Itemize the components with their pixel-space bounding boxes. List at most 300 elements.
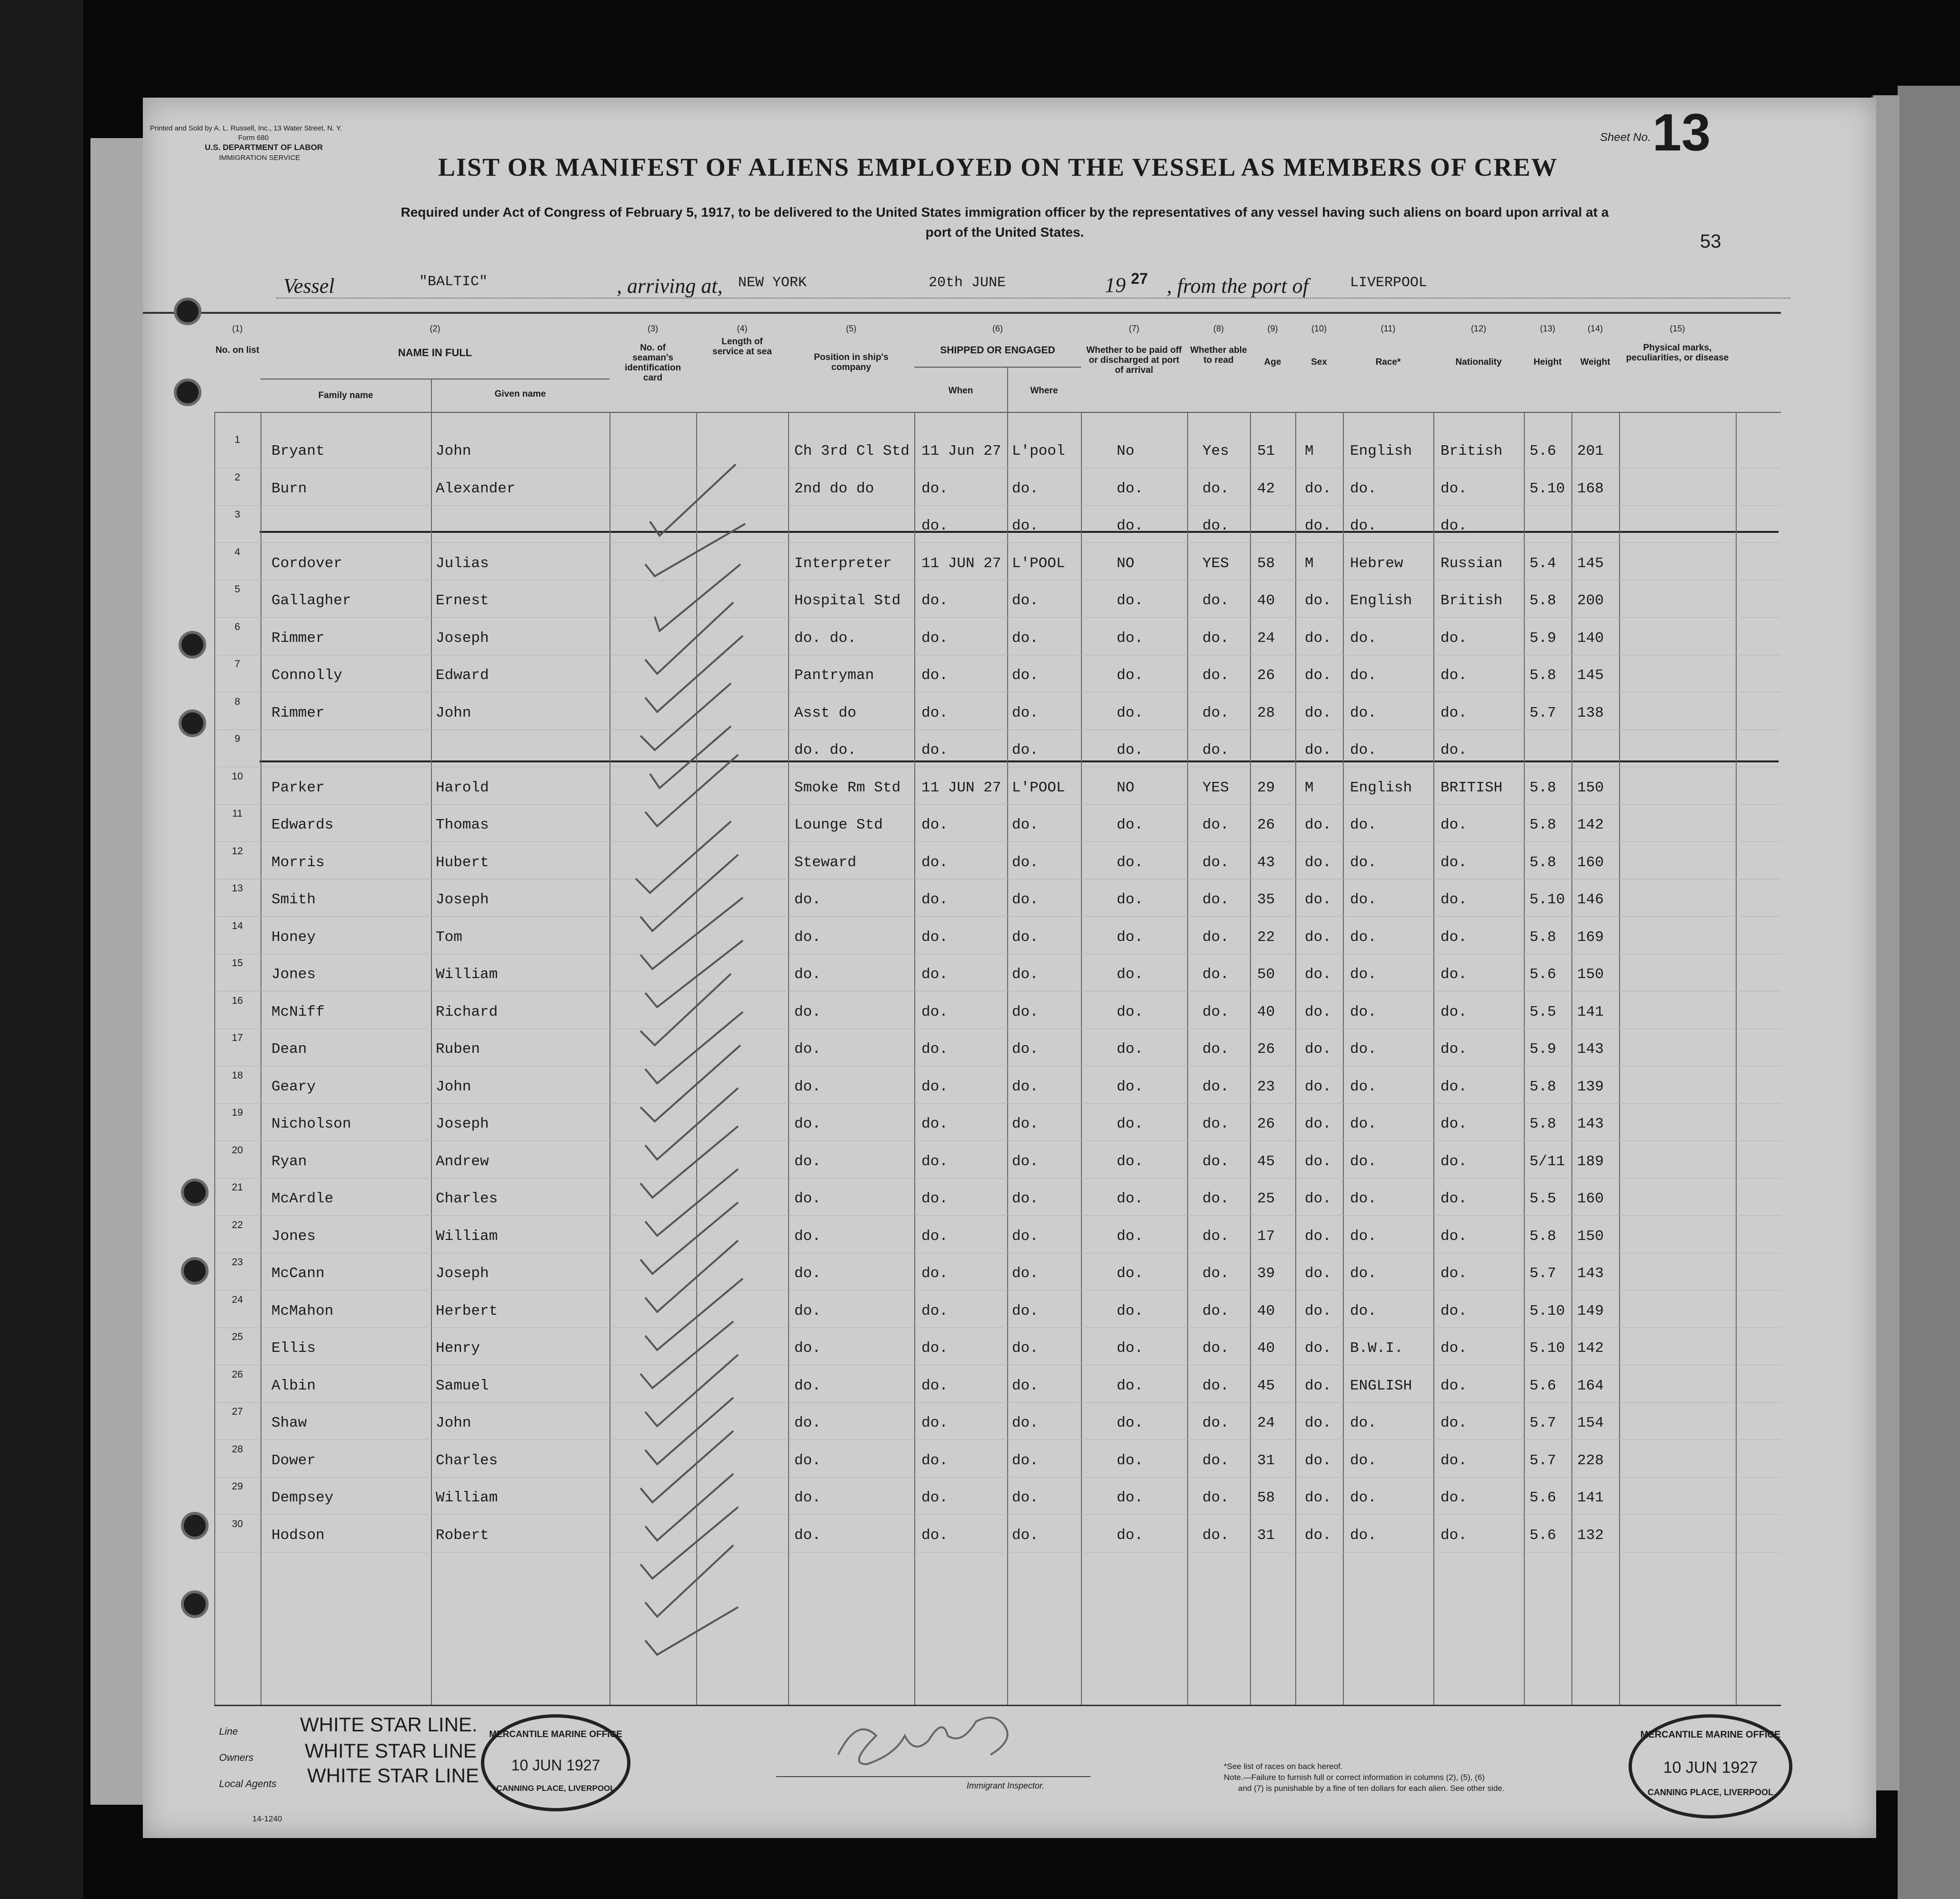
- weight: 142: [1577, 817, 1604, 833]
- height: 5.8: [1530, 1116, 1556, 1132]
- row-number: 23: [231, 1257, 243, 1268]
- col-9-header: Age: [1264, 357, 1281, 367]
- paid-off: do.: [1117, 480, 1143, 497]
- age: 39: [1257, 1265, 1275, 1282]
- height: 5.6: [1530, 1527, 1556, 1544]
- age: 58: [1257, 555, 1275, 572]
- able-to-read: do.: [1202, 854, 1229, 871]
- able-to-read: do.: [1202, 1377, 1229, 1394]
- printer-line: Printed and Sold by A. L. Russell, Inc., 13 Water Street, N. Y.: [150, 124, 342, 132]
- cancel-line-row-9: [260, 760, 1779, 762]
- weight: 143: [1577, 1265, 1604, 1282]
- position: do.: [794, 1041, 821, 1058]
- able-to-read: do.: [1202, 1415, 1229, 1431]
- sex: do.: [1305, 742, 1331, 759]
- sex: do.: [1305, 1190, 1331, 1207]
- weight: 228: [1577, 1452, 1604, 1469]
- shipped-where: do.: [1012, 742, 1039, 759]
- shipped-when: do.: [921, 592, 948, 609]
- paid-off: do.: [1117, 1228, 1143, 1245]
- family-name: Dempsey: [271, 1489, 334, 1506]
- shipped-where: do.: [1012, 1302, 1039, 1319]
- subtitle-line-1: Required under Act of Congress of February 5, 1917, to be delivered to the United States immigration officer by the representatives of any vessel having such aliens on board upon arrival at a: [400, 205, 1609, 220]
- col-10-num: (10): [1311, 324, 1327, 333]
- col-9-num: (9): [1267, 324, 1278, 333]
- table-top-rule: [143, 312, 1781, 314]
- shipped-where: do.: [1012, 1265, 1039, 1282]
- paid-off: do.: [1117, 1190, 1143, 1207]
- row-number: 8: [234, 696, 240, 707]
- given-name: Joseph: [436, 630, 489, 647]
- col-7-header: Whether to be paid off or discharged at port of arrival: [1086, 345, 1182, 375]
- col-5-header: Position in ship's company: [814, 352, 889, 372]
- able-to-read: do.: [1202, 1153, 1229, 1170]
- given-name: William: [436, 966, 498, 983]
- col-7-num: (7): [1129, 324, 1140, 333]
- position: do.: [794, 1078, 821, 1095]
- given-name: Henry: [436, 1340, 480, 1357]
- sex: do.: [1305, 1153, 1331, 1170]
- binder-hole: [174, 379, 201, 406]
- row-number: 2: [234, 471, 240, 483]
- row-number: 28: [231, 1443, 243, 1455]
- race: do.: [1350, 1302, 1377, 1319]
- shipped-when: do.: [921, 1527, 948, 1544]
- height: 5.10: [1530, 480, 1565, 497]
- row-rule: [214, 542, 1781, 543]
- race: do.: [1350, 817, 1377, 833]
- paid-off: do.: [1117, 1041, 1143, 1058]
- shipped-when: do.: [921, 1452, 948, 1469]
- row-number: 20: [231, 1144, 243, 1156]
- sex: do.: [1305, 1489, 1331, 1506]
- year-prefix: 19: [1105, 273, 1126, 297]
- row-number: 16: [231, 995, 243, 1006]
- age: 25: [1257, 1190, 1275, 1207]
- able-to-read: do.: [1202, 480, 1229, 497]
- family-name: Shaw: [271, 1415, 307, 1431]
- shipped-when: 11 JUN 27: [921, 555, 1001, 572]
- able-to-read: do.: [1202, 1527, 1229, 1544]
- vessel-label: Vessel: [283, 274, 335, 298]
- paid-off: do.: [1117, 1302, 1143, 1319]
- nationality: do.: [1440, 891, 1467, 908]
- year-handwritten: 27: [1131, 270, 1148, 287]
- race: B.W.I.: [1350, 1340, 1403, 1357]
- able-to-read: Yes: [1202, 443, 1229, 460]
- position: Asst do: [794, 704, 857, 721]
- able-to-read: do.: [1202, 592, 1229, 609]
- vessel-underline: [276, 298, 1790, 299]
- row-number: 1: [234, 434, 240, 445]
- position: do.: [794, 929, 821, 946]
- able-to-read: do.: [1202, 1489, 1229, 1506]
- sex: do.: [1305, 592, 1331, 609]
- height: 5.9: [1530, 630, 1556, 647]
- sex: do.: [1305, 1078, 1331, 1095]
- position: Ch 3rd Cl Std: [794, 443, 910, 460]
- manifest-sheet: [143, 98, 1876, 1838]
- race: English: [1350, 592, 1412, 609]
- given-name: Harold: [436, 779, 489, 796]
- binder-hole: [181, 1590, 209, 1618]
- nationality: British: [1440, 592, 1503, 609]
- nationality: do.: [1440, 667, 1467, 684]
- row-number: 6: [234, 621, 240, 632]
- position: do.: [794, 1340, 821, 1357]
- weight: 154: [1577, 1415, 1604, 1431]
- paid-off: do.: [1117, 1452, 1143, 1469]
- age: 23: [1257, 1078, 1275, 1095]
- shipped-when: do.: [921, 891, 948, 908]
- shipped-where: do.: [1012, 966, 1039, 983]
- position: do.: [794, 966, 821, 983]
- position: do.: [794, 1265, 821, 1282]
- nationality: do.: [1440, 1340, 1467, 1357]
- able-to-read: do.: [1202, 966, 1229, 983]
- sex: do.: [1305, 966, 1331, 983]
- age: 22: [1257, 929, 1275, 946]
- able-to-read: do.: [1202, 1190, 1229, 1207]
- from-port: LIVERPOOL: [1350, 275, 1428, 291]
- height: 5.7: [1530, 1415, 1556, 1431]
- col-5-num: (5): [846, 324, 857, 333]
- able-to-read: do.: [1202, 1340, 1229, 1357]
- shipped-where: do.: [1012, 1340, 1039, 1357]
- form-number: Form 680: [238, 134, 269, 142]
- row-rule: [214, 505, 1781, 506]
- sex: do.: [1305, 518, 1331, 534]
- nationality: BRITISH: [1440, 779, 1503, 796]
- age: 26: [1257, 1116, 1275, 1132]
- position: do.: [794, 1003, 821, 1020]
- position: Interpreter: [794, 555, 892, 572]
- nationality: do.: [1440, 1265, 1467, 1282]
- shipped-where: do.: [1012, 1190, 1039, 1207]
- given-name: Thomas: [436, 817, 489, 833]
- able-to-read: do.: [1202, 742, 1229, 759]
- given-name: Charles: [436, 1190, 498, 1207]
- height: 5.8: [1530, 1078, 1556, 1095]
- row-number: 4: [234, 546, 240, 558]
- age: 58: [1257, 1489, 1275, 1506]
- nationality: do.: [1440, 1003, 1467, 1020]
- shipped-when: do.: [921, 1116, 948, 1132]
- shipped-when: do.: [921, 742, 948, 759]
- vessel-name: "BALTIC": [419, 274, 488, 290]
- given-name: Julias: [436, 555, 489, 572]
- binder-hole: [174, 298, 201, 325]
- able-to-read: do.: [1202, 704, 1229, 721]
- family-name-header: Family name: [318, 390, 373, 400]
- nationality: do.: [1440, 817, 1467, 833]
- shipped-where: do.: [1012, 1489, 1039, 1506]
- given-name: Alexander: [436, 480, 516, 497]
- weight: 140: [1577, 630, 1604, 647]
- family-name: Connolly: [271, 667, 342, 684]
- height: 5/11: [1530, 1153, 1565, 1170]
- race: do.: [1350, 854, 1377, 871]
- where-header: Where: [1030, 386, 1058, 396]
- weight: 160: [1577, 854, 1604, 871]
- shipped-when: do.: [921, 667, 948, 684]
- sex: do.: [1305, 630, 1331, 647]
- col-4-num: (4): [737, 324, 748, 333]
- family-name: Jones: [271, 966, 316, 983]
- shipped-where: do.: [1012, 1116, 1039, 1132]
- race: do.: [1350, 667, 1377, 684]
- height: 5.7: [1530, 1452, 1556, 1469]
- weight: 132: [1577, 1527, 1604, 1544]
- row-number: 25: [231, 1331, 243, 1342]
- weight: 168: [1577, 480, 1604, 497]
- height: 5.8: [1530, 929, 1556, 946]
- given-name: William: [436, 1228, 498, 1245]
- shipped-where: do.: [1012, 854, 1039, 871]
- nationality: do.: [1440, 1228, 1467, 1245]
- sex: do.: [1305, 1003, 1331, 1020]
- shipped-when: 11 JUN 27: [921, 779, 1001, 796]
- nationality: do.: [1440, 1078, 1467, 1095]
- position: 2nd do do: [794, 480, 874, 497]
- age: 40: [1257, 1302, 1275, 1319]
- note-races: *See list of races on back hereof.: [1224, 1762, 1343, 1771]
- shipped-when: do.: [921, 1377, 948, 1394]
- binder-hole: [181, 1179, 209, 1206]
- adjacent-page-left: [0, 0, 83, 1899]
- able-to-read: YES: [1202, 779, 1229, 796]
- row-number: 5: [234, 584, 240, 595]
- nationality: do.: [1440, 1452, 1467, 1469]
- row-rule: [214, 617, 1781, 618]
- position: Pantryman: [794, 667, 874, 684]
- sex: M: [1305, 443, 1314, 460]
- height: 5.7: [1530, 1265, 1556, 1282]
- race: do.: [1350, 480, 1377, 497]
- row-rule: [214, 1103, 1781, 1104]
- sex: M: [1305, 555, 1314, 572]
- shipped-where: do.: [1012, 1153, 1039, 1170]
- shipped-when: do.: [921, 1489, 948, 1506]
- when-header: When: [948, 386, 973, 396]
- shipped-where: do.: [1012, 1078, 1039, 1095]
- given-name: John: [436, 1415, 471, 1431]
- nationality: do.: [1440, 854, 1467, 871]
- race: do.: [1350, 704, 1377, 721]
- col-3-num: (3): [648, 324, 658, 333]
- col-8-num: (8): [1213, 324, 1224, 333]
- service: IMMIGRATION SERVICE: [219, 154, 300, 162]
- family-name: Gallagher: [271, 592, 351, 609]
- line-label: Line: [219, 1726, 238, 1737]
- height: 5.10: [1530, 891, 1565, 908]
- col-2-num: (2): [430, 324, 440, 333]
- nationality: do.: [1440, 630, 1467, 647]
- col-8-header: Whether able to read: [1190, 345, 1247, 365]
- position: do. do.: [794, 742, 857, 759]
- able-to-read: do.: [1202, 1228, 1229, 1245]
- row-rule: [214, 1178, 1781, 1179]
- binder-hole: [179, 710, 206, 737]
- shipped-where: do.: [1012, 667, 1039, 684]
- paid-off: do.: [1117, 1377, 1143, 1394]
- given-name: William: [436, 1489, 498, 1506]
- nationality: do.: [1440, 1190, 1467, 1207]
- family-name: McNiff: [271, 1003, 325, 1020]
- race: do.: [1350, 1527, 1377, 1544]
- family-name: Dean: [271, 1041, 307, 1058]
- sex: do.: [1305, 667, 1331, 684]
- race: do.: [1350, 1078, 1377, 1095]
- department: U.S. DEPARTMENT OF LABOR: [205, 143, 323, 152]
- race: do.: [1350, 1489, 1377, 1506]
- line-stamp: WHITE STAR LINE.: [300, 1713, 478, 1736]
- row-number: 7: [234, 659, 240, 670]
- height: 5.6: [1530, 1489, 1556, 1506]
- row-number: 12: [231, 845, 243, 857]
- row-number: 11: [232, 808, 243, 819]
- shipped-when: do.: [921, 929, 948, 946]
- given-name: Joseph: [436, 891, 489, 908]
- page-number: 53: [1700, 231, 1721, 252]
- paid-off: do.: [1117, 1265, 1143, 1282]
- height: 5.5: [1530, 1190, 1556, 1207]
- age: 51: [1257, 443, 1275, 460]
- position: Lounge Std: [794, 817, 883, 833]
- row-number: 26: [231, 1369, 243, 1380]
- position: do.: [794, 1377, 821, 1394]
- sex: do.: [1305, 1302, 1331, 1319]
- row-number: 18: [231, 1069, 243, 1081]
- weight: 145: [1577, 555, 1604, 572]
- sex: do.: [1305, 891, 1331, 908]
- shipped-where: do.: [1012, 1377, 1039, 1394]
- weight: 150: [1577, 966, 1604, 983]
- race: English: [1350, 443, 1412, 460]
- row-number: 13: [231, 883, 243, 894]
- shipped-when: 11 Jun 27: [921, 443, 1001, 460]
- paid-off: do.: [1117, 929, 1143, 946]
- race: English: [1350, 779, 1412, 796]
- able-to-read: do.: [1202, 667, 1229, 684]
- shipped-where: do.: [1012, 704, 1039, 721]
- col-12-num: (12): [1470, 324, 1486, 333]
- paid-off: do.: [1117, 966, 1143, 983]
- row-rule: [214, 1140, 1781, 1141]
- age: 35: [1257, 891, 1275, 908]
- age: 26: [1257, 817, 1275, 833]
- sex: do.: [1305, 1041, 1331, 1058]
- able-to-read: do.: [1202, 1078, 1229, 1095]
- race: do.: [1350, 1452, 1377, 1469]
- race: Hebrew: [1350, 555, 1403, 572]
- shipped-where: do.: [1012, 1452, 1039, 1469]
- nationality: do.: [1440, 480, 1467, 497]
- shipped-when: do.: [921, 1340, 948, 1357]
- row-number: 17: [231, 1032, 243, 1043]
- weight: 141: [1577, 1489, 1604, 1506]
- weight: 139: [1577, 1078, 1604, 1095]
- nationality: British: [1440, 443, 1503, 460]
- position: do.: [794, 1527, 821, 1544]
- sex: do.: [1305, 817, 1331, 833]
- paid-off: do.: [1117, 667, 1143, 684]
- race: do.: [1350, 630, 1377, 647]
- age: 17: [1257, 1228, 1275, 1245]
- given-name: Joseph: [436, 1116, 489, 1132]
- shipped-where: L'POOL: [1012, 555, 1065, 572]
- row-number: 29: [231, 1481, 243, 1492]
- given-name: Richard: [436, 1003, 498, 1020]
- age: 50: [1257, 966, 1275, 983]
- from-label: , from the port of: [1167, 274, 1309, 298]
- age: 43: [1257, 854, 1275, 871]
- local-agents-label: Local Agents: [219, 1779, 277, 1789]
- shipped-when: do.: [921, 1078, 948, 1095]
- row-number: 19: [231, 1107, 243, 1118]
- race: do.: [1350, 1415, 1377, 1431]
- nationality: do.: [1440, 742, 1467, 759]
- age: 31: [1257, 1527, 1275, 1544]
- nationality: do.: [1440, 1041, 1467, 1058]
- nationality: do.: [1440, 929, 1467, 946]
- age: 26: [1257, 667, 1275, 684]
- family-name: Morris: [271, 854, 325, 871]
- sex: do.: [1305, 704, 1331, 721]
- shipped-where: do.: [1012, 592, 1039, 609]
- row-rule: [214, 1439, 1781, 1440]
- able-to-read: do.: [1202, 891, 1229, 908]
- age: 45: [1257, 1377, 1275, 1394]
- family-name: Rimmer: [271, 630, 325, 647]
- weight: 164: [1577, 1377, 1604, 1394]
- shipped-when: do.: [921, 1265, 948, 1282]
- shipped-when: do.: [921, 1228, 948, 1245]
- weight: 142: [1577, 1340, 1604, 1357]
- family-name: Ryan: [271, 1153, 307, 1170]
- col-1-header: No. on list: [215, 345, 260, 355]
- sex: do.: [1305, 480, 1331, 497]
- col-10-header: Sex: [1311, 357, 1327, 367]
- given-name: Tom: [436, 929, 462, 946]
- row-rule: [214, 1402, 1781, 1403]
- weight: 145: [1577, 667, 1604, 684]
- nationality: do.: [1440, 1415, 1467, 1431]
- race: do.: [1350, 1003, 1377, 1020]
- paid-off: do.: [1117, 854, 1143, 871]
- weight: 150: [1577, 779, 1604, 796]
- family-name: Honey: [271, 929, 316, 946]
- binder-hole: [179, 631, 206, 659]
- sex: do.: [1305, 1452, 1331, 1469]
- row-number: 27: [231, 1406, 243, 1417]
- race: do.: [1350, 1153, 1377, 1170]
- sex: do.: [1305, 1265, 1331, 1282]
- race: do.: [1350, 1265, 1377, 1282]
- height: 5.6: [1530, 443, 1556, 460]
- nationality: do.: [1440, 1527, 1467, 1544]
- paid-off: do.: [1117, 891, 1143, 908]
- row-rule: [214, 916, 1781, 917]
- note-failure: Note.—Failure to furnish full or correct information in columns (2), (5), (6): [1224, 1773, 1485, 1782]
- able-to-read: do.: [1202, 1116, 1229, 1132]
- col-1-num: (1): [232, 324, 243, 333]
- able-to-read: do.: [1202, 630, 1229, 647]
- paid-off: do.: [1117, 630, 1143, 647]
- col-14-header: Weight: [1580, 357, 1610, 367]
- position: do.: [794, 891, 821, 908]
- age: 24: [1257, 630, 1275, 647]
